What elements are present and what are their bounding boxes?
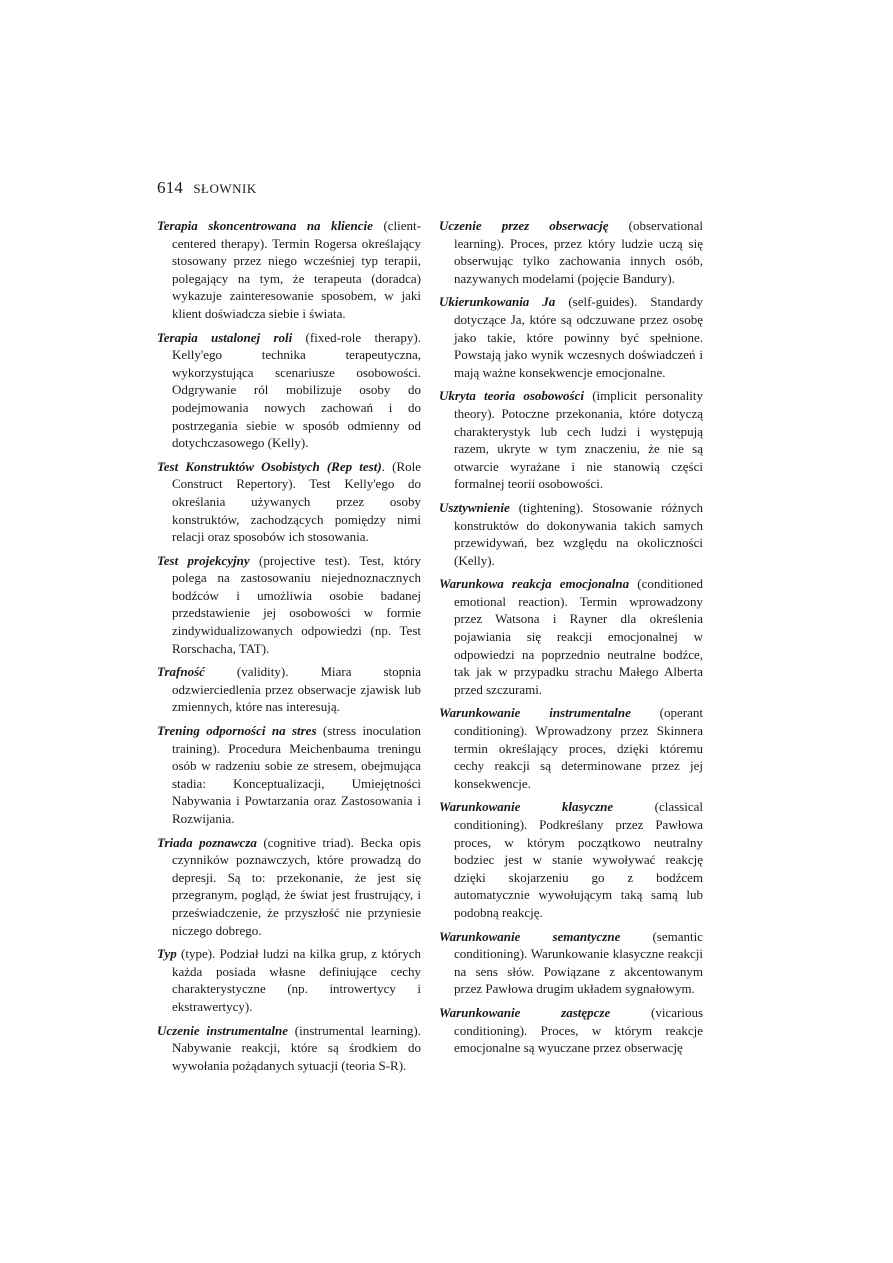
entry-term: Warunkowanie zastępcze [439,1004,611,1020]
entry-term: Test projekcyjny [157,552,250,568]
entry-definition: (operant conditioning). Wprowadzony przez Skinnera termin określający proces, dzięki któremu cechy reakcji są determinowane przez jej konsekwencje. [454,705,703,791]
entry-definition: (classical conditioning). Podkreślany przez Pawłowa proces, w którym początkowo neutralny bodziec jest w stanie wywoływać reakcję dzięki skojarzeniu go z bodźcem automatycznie wywołującym taką samą lub podobną reakcję. [454,799,703,920]
glossary-entry [157,458,421,546]
glossary-entry [439,1004,703,1057]
entry-term: Triada poznawcza [157,834,257,850]
entry-term: Ukierunkowania Ja [439,294,556,310]
entry-definition: (projective test). Test, który polega na zastosowaniu niejednoznacznych bodźców i umożliwia osobie badanej przedstawienie jej osobowości w formie zindywidualizowanych odpowiedzi (np. Test Rorschacha, TAT). [172,552,421,656]
glossary-entry [439,217,703,287]
glossary-entry [439,499,703,569]
page-number: 614 [157,178,184,197]
glossary-entry [157,217,421,323]
entry-definition: (self-guides). Standardy dotyczące Ja, które są odczuwane przez osobę jako takie, które powinny być spełnione. Powstają jako wynik wczesnych doświadczeń i mają ważne konsekwencje emocjonalne. [454,294,703,380]
entry-term: Warunkowanie semantyczne [439,928,621,944]
page-header [157,178,257,198]
glossary-entry [439,387,703,493]
entry-term: Usztywnienie [439,499,510,515]
entry-definition: (stress inoculation training). Procedura Meichenbauma treningu osób w radzeniu sobie ze stresem, obejmująca stadia: Konceptualizacji, Umiejętności Nabywania i Powtarzania oraz Zastosowania i Rozwijania. [172,723,421,826]
entry-term: Warunkowanie instrumentalne [439,705,631,721]
entry-term: Ukryta teoria osobowości [439,388,584,404]
entry-definition: (fixed-role therapy). Kelly'ego technika terapeutyczna, wykorzystująca scenariusze osobowości. Odgrywanie ról mobilizuje osoby do podejmowania nowych zachowań i do postrzegania siebie w sposób odmienny od dotychczasowego (Kelly). [172,329,421,451]
right-column [439,217,703,1063]
entry-term: Trafność [157,664,205,680]
glossary-entry [439,293,703,381]
entry-term: Terapia ustalonej roli [157,329,293,345]
entry-definition: . (Role Construct Repertory). Test Kelly'ego do określania używanych przez osoby konstruktów, zachodzących pomiędzy nimi relacji oraz sposobów ich stosowania. [172,458,421,545]
glossary-entry [157,834,421,940]
entry-definition: (tightening). Stosowanie różnych konstruktów do dokonywania takich samych przewidywań, bez względu na okoliczności (Kelly). [454,499,703,568]
entry-term: Test Konstruktów Osobistych (Rep test) [157,458,382,474]
glossary-entry [157,663,421,716]
entry-term: Uczenie przez obserwację [439,218,609,233]
glossary-entry [439,704,703,792]
glossary-entry [157,552,421,658]
entry-term: Typ [157,946,177,962]
glossary-entry [439,928,703,998]
entry-definition: (validity). Miara stopnia odzwierciedlenia przez obserwacje zjawisk lub zmiennych, które nas interesują. [172,664,421,715]
glossary-entry [157,329,421,452]
entry-term: Warunkowa reakcja emocjonalna [439,576,630,592]
entry-term: Terapia skoncentrowana na kliencie [157,218,373,233]
entry-definition: (instrumental learning). Nabywanie reakcji, które są środkiem do wywołania pożądanych sytuacji (teoria S-R). [172,1022,421,1073]
glossary-entry [157,945,421,1015]
entry-term: Uczenie instrumentalne [157,1022,288,1038]
glossary-entry [439,798,703,921]
entry-definition: (vicarious conditioning). Proces, w którym reakcje emocjonalne są wyuczane przez obserwację [454,1004,704,1056]
entry-definition: (observational learning). Proces, przez który ludzie uczą się obserwując tylko zachowania innych osób, nazywanych modelami (pojęcie Bandury). [454,218,703,286]
entry-definition: (type). Podział ludzi na kilka grup, z których każda posiada własne definiujące cechy charakterystyczne (np. introwertycy i ekstrawertycy). [172,946,421,1014]
entry-definition: (implicit personality theory). Potoczne przekonania, które dotyczą charakterystyk lub cech ludzi i występują razem, ukryte w tym znaczeniu, że nie są otwarcie wyrażane i nie stanowią części formalnej teorii osobowości. [454,388,703,492]
entry-definition: (conditioned emotional reaction). Termin wprowadzony przez Watsona i Rayner dla określenia pojawiania się reakcji emocjonalnej w odpowiedzi na poprzednio neutralne bodźce, tak jak w przypadku strachu Małego Alberta przed szczurami. [454,576,703,697]
entry-term: Warunkowanie klasyczne [439,799,614,815]
section-title: SŁOWNIK [193,181,257,196]
entry-definition: (client-centered therapy). Termin Rogersa określający stosowany przez niego wcześniej typ terapii, polegający na tym, że terapeuta (doradca) wykazuje zainteresowanie sposobem, w jaki klient doświadcza siebie i świata. [172,218,421,321]
glossary-entry [157,722,421,828]
entry-definition: (semantic conditioning). Warunkowanie klasyczne reakcji na sens słów. Powiązane z akcentowanym przez Pawłowa drugim układem sygnałowym. [454,928,703,997]
glossary-entry [157,1022,421,1075]
entry-definition: (cognitive triad). Becka opis czynników poznawczych, które prowadzą do depresji. Są to: przekonanie, że jest się przegranym, pogląd, że świat jest frustrujący, i przeświadczenie, że przyszłość nie przyniesie niczego dobrego. [172,834,421,938]
left-column [157,217,421,1080]
entry-term: Trening odporności na stres [157,723,317,739]
glossary-entry [439,575,703,698]
